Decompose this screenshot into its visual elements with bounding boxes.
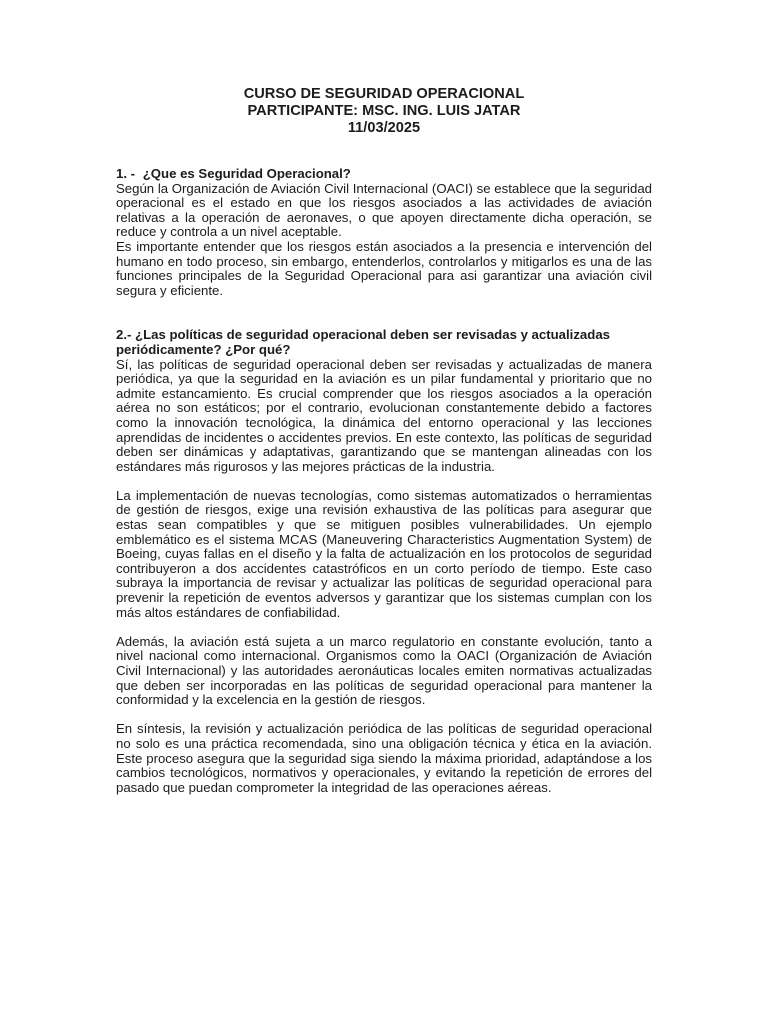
question-2-paragraph-4: En síntesis, la revisión y actualización periódica de las políticas de seguridad operacional no solo es una práctica recomendada, sino una obligación técnica y ética en la aviación. Este proceso asegura que la seguridad siga siendo la máxima prioridad, adaptándose a los cambios tecnológicos, normativos y operacionales, y evitando la repetición de errores del pasado que puedan comprometer la integridad de las operaciones aéreas. (116, 721, 652, 795)
question-2-section (116, 328, 652, 795)
question-1-paragraph-2: Es importante entender que los riesgos están asociados a la presencia e intervención del humano en todo proceso, sin embargo, entenderlos, controlarlos y mitigarlos es una de las funciones principales de la Seguridad Operacional para asi garantizar una aviación civil segura y eficiente. (116, 238, 652, 298)
participant-name: PARTICIPANTE: MSC. ING. LUIS JATAR (247, 103, 521, 119)
question-1-number: 1. - (116, 166, 136, 181)
question-1-title: ¿Que es Seguridad Operacional? (142, 166, 351, 181)
question-1-section (116, 167, 652, 298)
question-1-paragraph-1: Según la Organización de Aviación Civil Internacional (OACI) se establece que la seguridad operacional es el estado en que los riesgos asociados a las actividades de aviación relativas a la operación de aeronaves, o que apoyen directamente dicha operación, se reduce y controla a un nivel aceptable. (116, 180, 652, 240)
question-2-paragraph-3: Además, la aviación está sujeta a un marco regulatorio en constante evolución, tanto a nivel nacional como internacional. Organismos como la OACI (Organización de Aviación Civil Internacional) y las autoridades aeronáuticas locales emiten normativas actualizadas que deben ser incorporadas en las políticas de seguridad operacional para mantener la conformidad y la excelencia en la gestión de riesgos. (116, 633, 652, 708)
document-header (116, 86, 652, 137)
question-2-title: 2.- ¿Las políticas de seguridad operacional deben ser revisadas y actualizadas periódicamente? ¿Por qué? (116, 327, 610, 357)
document-date: 11/03/2025 (347, 120, 421, 136)
course-title: CURSO DE SEGURIDAD OPERACIONAL (243, 86, 525, 102)
question-1-heading (116, 167, 652, 182)
question-2-paragraph-2: La implementación de nuevas tecnologías, como sistemas automatizados o herramientas de gestión de riesgos, exige una revisión exhaustiva de las políticas para asegurar que estas sean compatibles y que se mitiguen posibles vulnerabilidades. Un ejemplo emblemático es el sistema MCAS (Maneuvering Characteristics Augmentation System) de Boeing, cuyas fallas en el diseño y la falta de actualización en los protocolos de seguridad contribuyeron a dos accidentes catastróficos en un corto período de tiempo. Este caso subraya la importancia de revisar y actualizar las políticas de seguridad operacional para prevenir la repetición de eventos adversos y garantizar que los sistemas cumplan con los más altos estándares de confiabilidad. (116, 487, 652, 620)
question-2-paragraph-1: Sí, las políticas de seguridad operacional deben ser revisadas y actualizadas de manera periódica, ya que la seguridad en la aviación es un pilar fundamental y prioritario que no admite estancamiento. Es crucial comprender que los riesgos asociados a la operación aérea no son estáticos; por el contrario, evolucionan constantemente debido a factores como la innovación tecnológica, la dinámica del entorno operacional y las lecciones aprendidas de incidentes o accidentes previos. En este contexto, las políticas de seguridad deben ser dinámicas y adaptativas, garantizando que se mantengan alineadas con los estándares más rigurosos y las mejores prácticas de la industria. (116, 356, 652, 474)
document-page (116, 86, 652, 825)
